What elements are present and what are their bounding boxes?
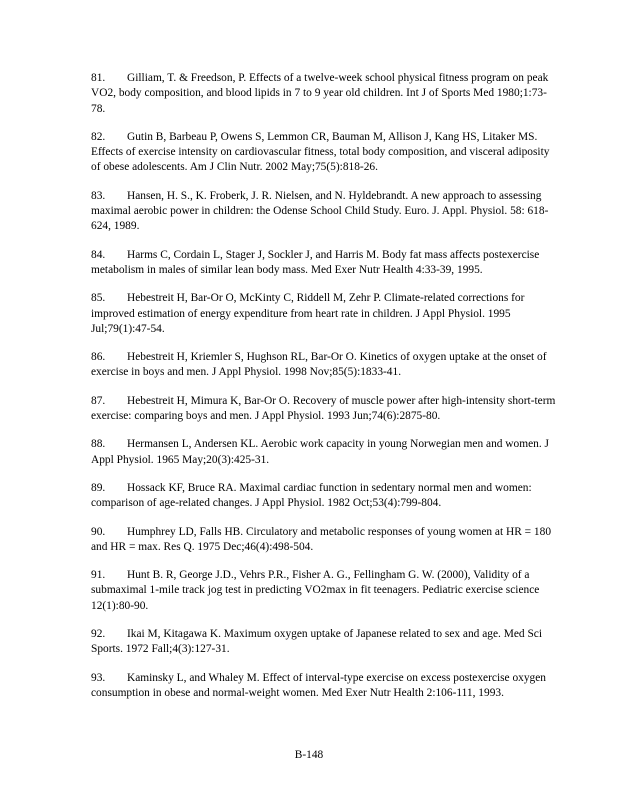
reference-number: 84. [91, 248, 106, 261]
reference-number: 87. [91, 394, 106, 407]
reference-number: 85. [91, 292, 106, 305]
reference-item [91, 291, 559, 337]
reference-item [91, 568, 559, 614]
reference-number: 88. [91, 438, 106, 451]
reference-number: 82. [91, 130, 106, 143]
reference-number: 91. [91, 569, 106, 582]
reference-item [91, 671, 559, 702]
reference-item [91, 189, 559, 235]
reference-text: Hebestreit H, Kriemler S, Hughson RL, Bar-Or O. Kinetics of oxygen uptake at the onset of exercise in boys and men. J Appl Physiol. 1998 Nov;85(5):1833-41. [91, 351, 547, 379]
reference-number: 83. [91, 189, 106, 202]
reference-list [91, 71, 559, 714]
reference-item [91, 627, 559, 658]
reference-number: 86. [91, 351, 106, 364]
reference-text: Gutin B, Barbeau P, Owens S, Lemmon CR, Bauman M, Allison J, Kang HS, Litaker MS. Effects of exercise intensity on cardiovascular fitness, total body composition, and visceral adiposity of obese adolescents. Am J Clin Nutr. 2002 May;75(5):818-26. [91, 130, 550, 174]
reference-text: Humphrey LD, Falls HB. Circulatory and metabolic responses of young women at HR = 180 and HR = max. Res Q. 1975 Dec;46(4):498-504. [91, 525, 552, 553]
reference-item [91, 248, 559, 279]
page-number: B-148 [294, 749, 324, 761]
reference-number: 92. [91, 628, 106, 641]
reference-text: Hebestreit H, Mimura K, Bar-Or O. Recovery of muscle power after high-intensity short-term exercise: comparing boys and men. J Appl Physiol. 1993 Jun;74(6):2875-80. [91, 394, 556, 423]
reference-number: 90. [91, 525, 106, 538]
reference-text: Hebestreit H, Bar-Or O, McKinty C, Riddell M, Zehr P. Climate-related corrections for improved estimation of energy expenditure from heart rate in children. J Appl Physiol. 1995 Jul;79(1):47-54. [91, 292, 525, 335]
reference-item [91, 71, 559, 117]
reference-number: 81. [91, 72, 106, 84]
reference-item [91, 437, 559, 468]
reference-item [91, 350, 559, 381]
reference-number: 89. [91, 481, 106, 494]
reference-text: Ikai M, Kitagawa K. Maximum oxygen uptake of Japanese related to sex and age. Med Sci Sports. 1972 Fall;4(3):127-31. [91, 628, 543, 656]
reference-text: Kaminsky L, and Whaley M. Effect of interval-type exercise on excess postexercise oxygen consumption in obese and normal-weight women. Med Exer Nutr Health 2:106-111, 1993. [91, 671, 546, 699]
reference-item [91, 394, 559, 425]
reference-text: Hunt B. R, George J.D., Vehrs P.R., Fisher A. G., Fellingham G. W. (2000), Validity of a submaximal 1-mile track jog test in predicting VO2max in fit teenagers. Pediatric exercise science 12(1):80-90. [91, 569, 540, 612]
reference-item [91, 130, 559, 176]
reference-text: Hansen, H. S., K. Froberk, J. R. Nielsen, and N. Hyldebrandt. A new approach to assessing maximal aerobic power in children: the Odense School Child Study. Euro. J. Appl. Physiol. 58: 618-624, 1989. [91, 189, 549, 233]
reference-text: Gilliam, T. & Freedson, P. Effects of a twelve-week school physical fitness program on peak VO2, body composition, and blood lipids in 7 to 9 year old children. Int J of Sports Med 1980;1:73-78. [91, 72, 549, 115]
reference-text: Hermansen L, Andersen KL. Aerobic work capacity in young Norwegian men and women. J Appl Physiol. 1965 May;20(3):425-31. [91, 438, 549, 466]
reference-item [91, 525, 559, 556]
reference-number: 93. [91, 671, 106, 684]
reference-text: Harms C, Cordain L, Stager J, Sockler J, and Harris M. Body fat mass affects postexercise metabolism in males of similar lean body mass. Med Exer Nutr Health 4:33-39, 1995. [91, 248, 540, 276]
reference-item [91, 481, 559, 512]
reference-text: Hossack KF, Bruce RA. Maximal cardiac function in sedentary normal men and women: comparison of age-related changes. J Appl Physiol. 1982 Oct;53(4):799-804. [91, 481, 532, 510]
